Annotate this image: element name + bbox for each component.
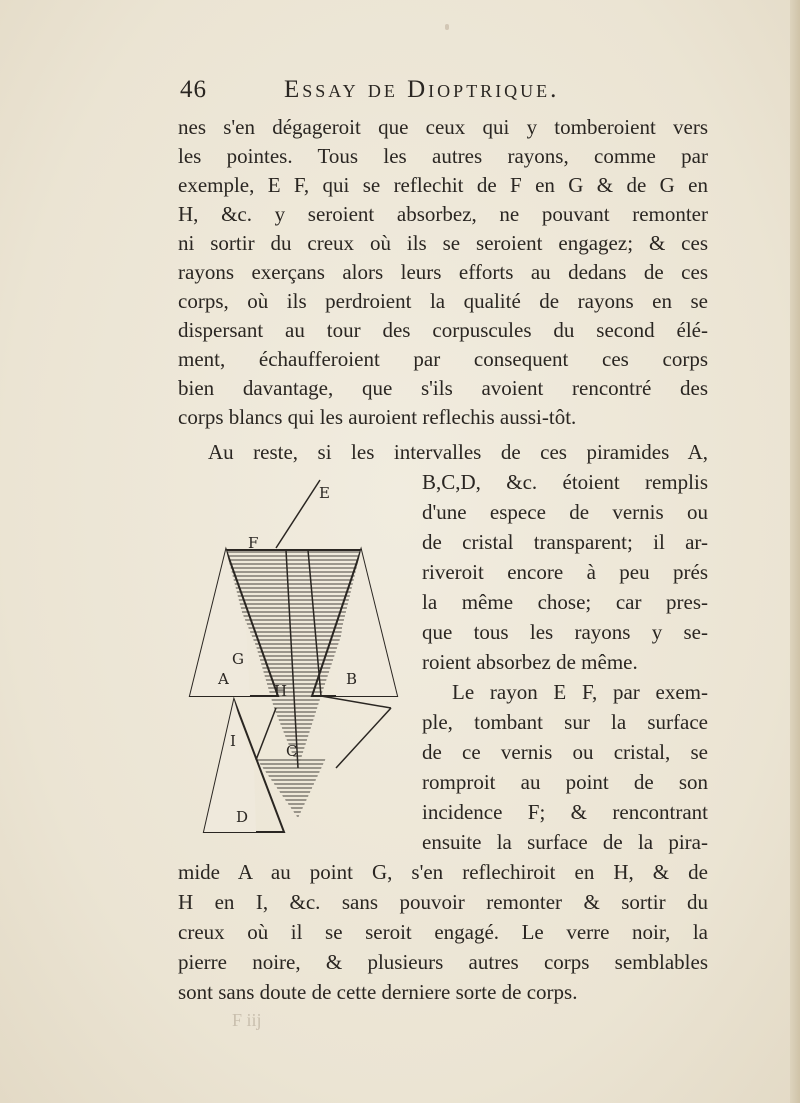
text-line: d'une espece de vernis ou bbox=[422, 500, 708, 524]
label-a: A bbox=[218, 670, 229, 688]
text-line: sont sans doute de cette derniere sorte de corps. bbox=[178, 980, 578, 1004]
page-number: 46 bbox=[180, 76, 207, 103]
text-line: pierre noire, & plusieurs autres corps semblables bbox=[178, 950, 708, 974]
pyramid-d-face bbox=[204, 700, 256, 832]
running-title: Essay de Dioptrique. bbox=[284, 76, 560, 103]
label-c: C bbox=[286, 742, 298, 760]
label-e: E bbox=[319, 484, 330, 502]
label-i: I bbox=[230, 732, 236, 750]
label-h: H bbox=[274, 682, 288, 700]
ink-speck bbox=[445, 24, 449, 30]
text-line: rayons exerçans alors leurs efforts au dedans de ces bbox=[178, 260, 708, 284]
text-line: de ce vernis ou cristal, se bbox=[422, 740, 708, 764]
pyramid-edge bbox=[256, 708, 276, 760]
text-line: ni sortir du creux où ils se seroient engagez; & ces bbox=[178, 231, 708, 255]
text-line: Au reste, si les intervalles de ces piramides A, bbox=[208, 440, 708, 464]
text-line: Le rayon E F, par exem- bbox=[452, 680, 708, 704]
text-line: ensuite la surface de la pira- bbox=[422, 830, 708, 854]
text-line: de cristal transparent; il ar- bbox=[422, 530, 708, 554]
text-line: H, &c. y seroient absorbez, ne pouvant remonter bbox=[178, 202, 708, 226]
pyramid-diagram bbox=[186, 478, 410, 842]
pyramid-edge bbox=[336, 708, 391, 768]
text-line: la même chose; car pres- bbox=[422, 590, 708, 614]
text-line: romproit au point de son bbox=[422, 770, 708, 794]
text-line: roient absorbez de même. bbox=[422, 650, 638, 674]
text-line: ple, tombant sur la surface bbox=[422, 710, 708, 734]
signature-mark: F iij bbox=[232, 1010, 262, 1030]
label-f: F bbox=[248, 534, 259, 552]
text-line: B,C,D, &c. étoient remplis bbox=[422, 470, 708, 494]
label-d: D bbox=[236, 808, 249, 826]
text-line: nes s'en dégageroit que ceux qui y tomberoient vers bbox=[178, 115, 708, 139]
text-line: que tous les rayons y se- bbox=[422, 620, 708, 644]
ray-ef bbox=[276, 480, 320, 548]
text-line: riveroit encore à peu prés bbox=[422, 560, 708, 584]
label-g: G bbox=[232, 650, 244, 668]
text-line: ment, échaufferoient par consequent ces corps bbox=[178, 347, 708, 371]
page-edge bbox=[790, 0, 800, 1103]
text-line: les pointes. Tous les autres rayons, comme par bbox=[178, 144, 708, 168]
pyramid-edge bbox=[321, 696, 391, 708]
text-line: mide A au point G, s'en reflechiroit en H, & de bbox=[178, 860, 708, 884]
text-line: exemple, E F, qui se reflechit de F en G & de G en bbox=[178, 173, 708, 197]
label-b: B bbox=[346, 670, 358, 688]
text-line: corps blancs qui les auroient reflechis aussi-tôt. bbox=[178, 405, 577, 429]
text-line: H en I, &c. sans pouvoir remonter & sortir du bbox=[178, 890, 708, 914]
text-line: incidence F; & rencontrant bbox=[422, 800, 708, 824]
text-line: dispersant au tour des corpuscules du second élé- bbox=[178, 318, 708, 342]
text-line: corps, où ils perdroient la qualité de rayons en se bbox=[178, 289, 708, 313]
text-line: creux où il se seroit engagé. Le verre noir, la bbox=[178, 920, 708, 944]
running-header bbox=[180, 76, 710, 110]
text-line: bien davantage, que s'ils avoient rencontré des bbox=[178, 376, 708, 400]
pyramid-figure bbox=[186, 478, 410, 842]
